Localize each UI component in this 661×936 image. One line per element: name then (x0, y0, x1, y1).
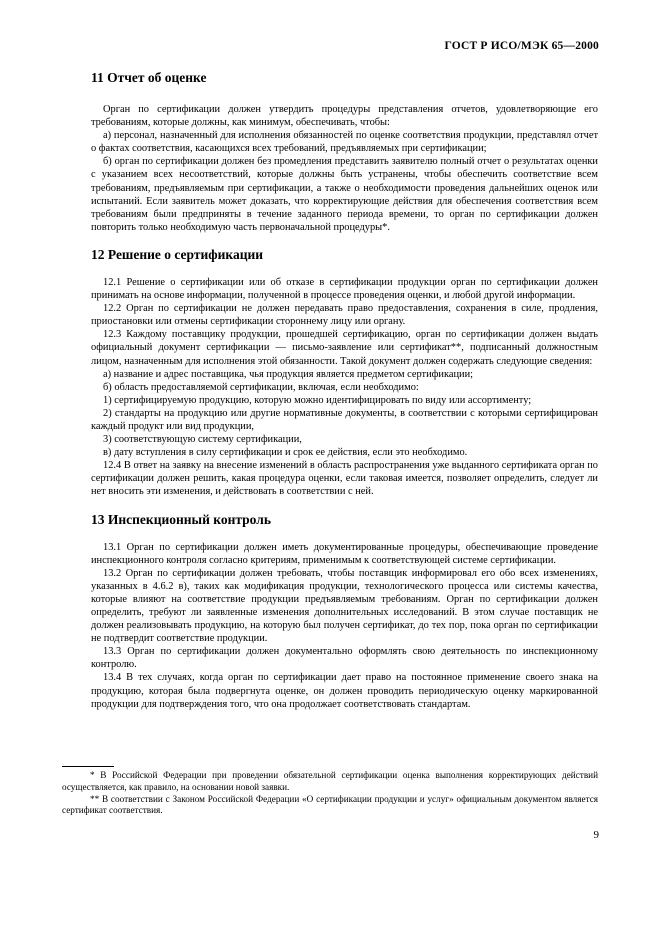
paragraph: Орган по сертификации должен утвердить процедуры представления отчетов, удовлетворяющие его требованиям, которые должны, как минимум, обеспечивать, чтобы: (91, 104, 598, 129)
footnote-divider (62, 766, 114, 767)
footnotes (62, 770, 598, 817)
section-11 (91, 70, 598, 234)
section-title: 12 Решение о сертификации (91, 246, 264, 262)
paragraph: а) персонал, назначенный для исполнения обязанностей по оценке соответствия продукции, представлял отчет о фактах соответствия, касающихся всех требований, предъявляемых при сертификации; (91, 130, 598, 155)
section-13 (91, 512, 598, 711)
document-header: ГОСТ Р ИСО/МЭК 65—2000 (444, 40, 599, 52)
paragraph: 12.3 Каждому поставщику продукции, прошедшей сертификацию, орган по сертификации должен выдать официальный документ сертификации — письмо-заявление или сертификат**, подписанный должностным лицом, назначенным для исполнения этой обязанности. Такой документ должен содержать следующие сведения: (91, 329, 598, 367)
paragraph: 12.2 Орган по сертификации не должен передавать право предоставления, сохранения в силе, продления, приостановки или отмены сертификации стороннему лицу или органу. (91, 303, 598, 328)
footnote: ** В соответствии с Законом Российской Федерации «О сертификации продукции и услуг» официальным документом является сертификат соответствия. (62, 793, 598, 816)
paragraph: 2) стандарты на продукцию или другие нормативные документы, в соответствии с которыми сертифицирован каждый продукт или вид продукции, (91, 407, 598, 432)
section-12 (91, 247, 598, 499)
paragraph: 1) сертифицируемую продукцию, которую можно идентифицировать по виду или ассортименту; (103, 394, 532, 406)
paragraph: 13.2 Орган по сертификации должен требовать, чтобы поставщик информировал его обо всех изменениях, указанных в 4.6.2 в), таких как модификация продукции, технологического процесса или системы качества, которые влияют на соответствие продукции предъявляемым требованиям. Орган по сертификации должен определить, требуют ли заявленные изменения дополнительных исследований. В этом случае поставщик не должен реализовывать продукцию, на которую был получен сертификат, до тех пор, пока орган по сертификации не подтвердит соответствие продукции. (91, 567, 598, 645)
paragraph: 3) соответствующую систему сертификации, (103, 434, 302, 446)
page-number: 9 (593, 829, 599, 841)
paragraph: 12.4 В ответ на заявку на внесение изменений в область распространения уже выданного сертификата орган по сертификации должен решить, какая процедура оценки, если таковая имеется, позволяет определить, следует ли нет вносить эти изменения, и действовать в соответствии с ней. (91, 460, 598, 498)
section-title: 13 Инспекционный контроль (91, 511, 271, 527)
paragraph: 13.3 Орган по сертификации должен документально оформлять свою деятельность по инспекционному контролю. (91, 646, 598, 671)
paragraph: в) дату вступления в силу сертификации и срок ее действия, если это необходимо. (103, 447, 468, 459)
paragraph: 12.1 Решение о сертификации или об отказе в сертификации продукции орган по сертификации должен принимать на основе информации, полученной в процессе проведения оценки, и любой другой информации. (91, 276, 598, 302)
paragraph: 13.4 В тех случаях, когда орган по сертификации дает право на постоянное применение своего знака на продукцию, которая была подвергнута оценке, он должен проводить периодическую оценку маркированной продукции для подтверждения того, что она продолжает соответствовать стандартам. (91, 672, 598, 710)
paragraph: а) название и адрес поставщика, чья продукция является предметом сертификации; (103, 368, 474, 380)
section-title: 11 Отчет об оценке (91, 70, 207, 85)
paragraph: 13.1 Орган по сертификации должен иметь документированные процедуры, обеспечивающие проведение инспекционного контроля согласно критериям, применимым к соответствующей системе сертификации. (91, 541, 598, 566)
footnote: * В Российской Федерации при проведении обязательной сертификации оценка выполнения корректирующих действий осуществляется, как правило, на основании новой заявки. (62, 770, 598, 792)
document-body (91, 70, 598, 720)
paragraph: б) орган по сертификации должен без промедления представить заявителю полный отчет о результатах оценки с указанием всех несоответствий, которые должны быть устранены, чтобы обеспечить соответствие всем требованиям, предъявляемым при сертификации, а также о необходимости проведения дальнейших оценок или испытаний. Если заявитель может доказать, что корректирующие действия для обеспечения соответствия всем требованиям были предприняты в течение заданного периода времени, то орган по сертификации должен повторить только необходимую часть первоначальной процедуры*. (91, 156, 598, 233)
paragraph: б) область предоставляемой сертификации, включая, если необходимо: (103, 381, 419, 393)
